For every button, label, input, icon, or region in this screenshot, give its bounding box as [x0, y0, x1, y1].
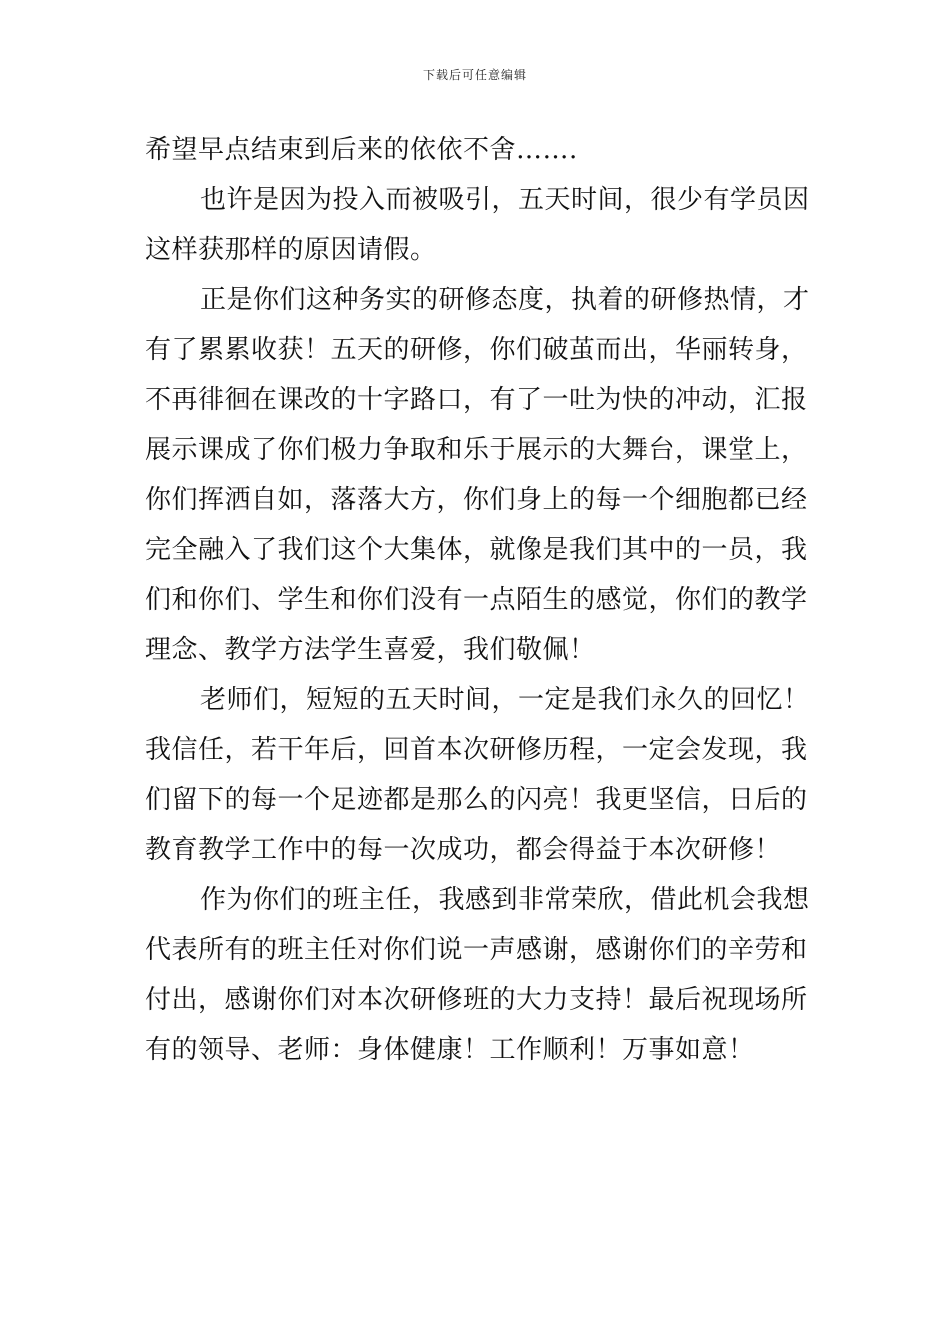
text-line: 们留下的每一个足迹都是那么的闪亮！我更坚信，日后的 — [145, 785, 808, 815]
text-line: 完全融入了我们这个大集体，就像是我们其中的一员，我 — [145, 535, 808, 565]
text-line: 们和你们、学生和你们没有一点陌生的感觉，你们的教学 — [145, 585, 808, 615]
paragraph-first-line: 老师们，短短的五天时间，一定是我们永久的回忆！ — [200, 685, 810, 715]
text-line: 希望早点结束到后来的依依不舍……. — [145, 135, 578, 165]
text-line: 有的领导、老师：身体健康！工作顺利！万事如意！ — [145, 1035, 755, 1065]
text-line: 有了累累收获！五天的研修，你们破茧而出，华丽转身， — [145, 335, 808, 365]
paragraph-first-line: 正是你们这种务实的研修态度，执着的研修热情，才 — [200, 285, 810, 315]
text-line: 理念、教学方法学生喜爱，我们敬佩！ — [145, 635, 596, 665]
text-line: 代表所有的班主任对你们说一声感谢，感谢你们的辛劳和 — [145, 935, 808, 965]
text-line: 这样获那样的原因请假。 — [145, 235, 437, 265]
text-line: 我信任，若干年后，回首本次研修历程，一定会发现，我 — [145, 735, 808, 765]
document-body — [145, 125, 810, 1075]
paragraph-first-line: 作为你们的班主任，我感到非常荣欣，借此机会我想 — [200, 885, 810, 915]
paragraph-first-line: 也许是因为投入而被吸引，五天时间，很少有学员因 — [200, 185, 810, 215]
header-note: 下载后可任意编辑 — [422, 68, 527, 82]
text-line: 教育教学工作中的每一次成功，都会得益于本次研修！ — [145, 835, 782, 865]
text-line: 不再徘徊在课改的十字路口，有了一吐为快的冲动，汇报 — [145, 385, 808, 415]
text-line: 付出，感谢你们对本次研修班的大力支持！最后祝现场所 — [145, 985, 808, 1015]
text-line: 你们挥洒自如，落落大方，你们身上的每一个细胞都已经 — [145, 485, 808, 515]
text-line: 展示课成了你们极力争取和乐于展示的大舞台，课堂上， — [145, 435, 808, 465]
